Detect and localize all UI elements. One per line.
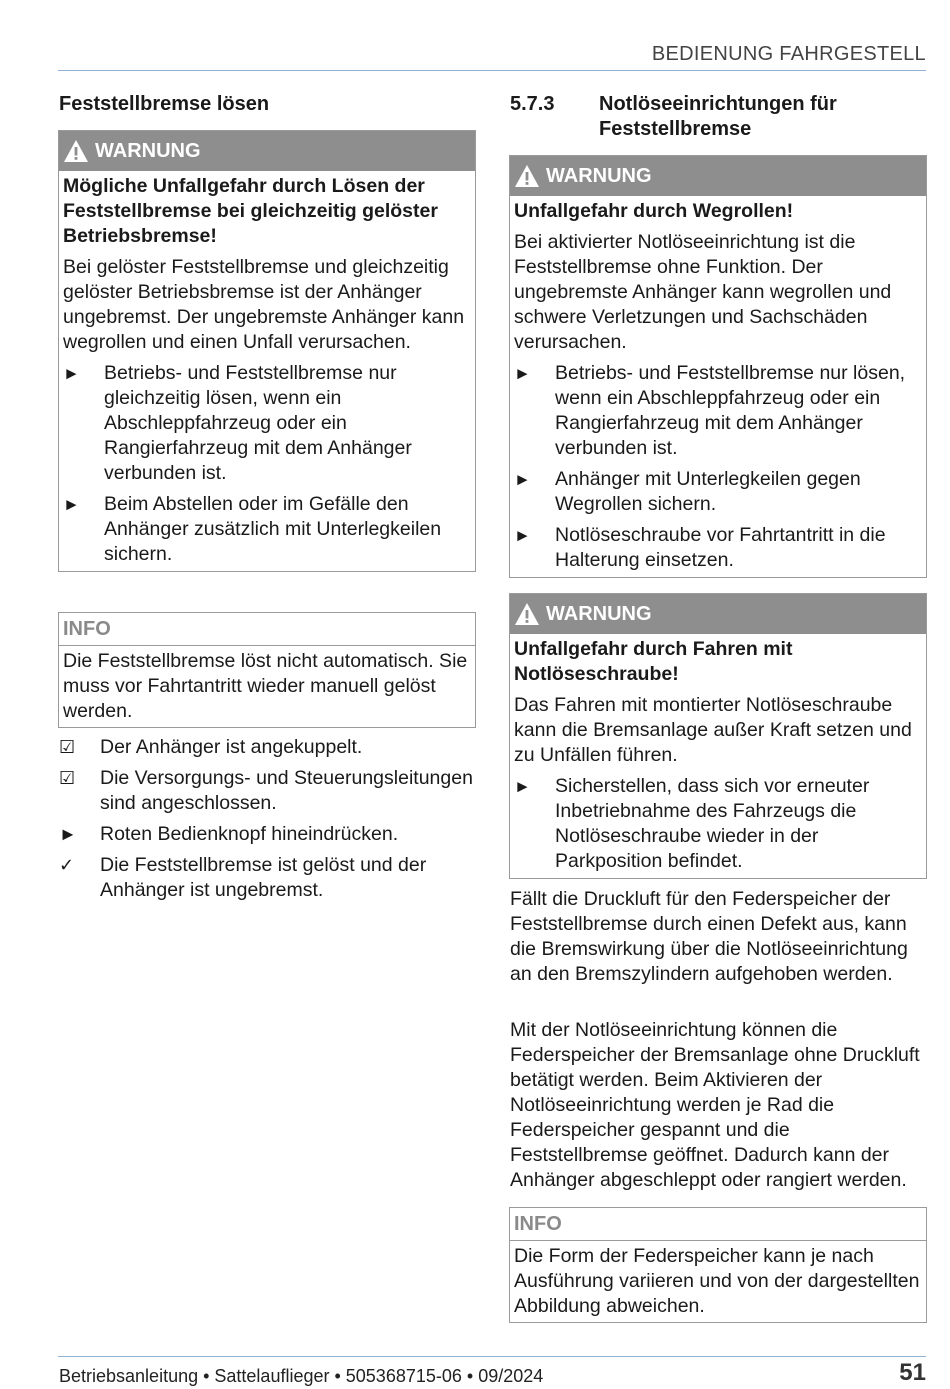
step-item	[59, 766, 475, 816]
step-item	[59, 822, 475, 847]
section-number: 5.7.3	[510, 93, 555, 115]
step-text: Der Anhänger ist angekuppelt.	[100, 736, 363, 758]
warning-header	[59, 131, 475, 171]
warning-text: Bei gelöster Feststellbremse und gleichzeitig gelöster Betriebsbremse ist der Anhänger ungebremst. Der ungebremste Anhänger kann wegrollen und einen Unfall verursachen.	[63, 256, 465, 353]
warning-bullet	[514, 467, 921, 517]
header-rule	[58, 70, 926, 71]
warning-label: WARNUNG	[546, 603, 652, 625]
info-label: INFO	[510, 1208, 926, 1241]
warning-title: Unfallgefahr durch Wegrollen!	[514, 200, 794, 222]
warning-box-left	[58, 130, 476, 572]
section-heading-left: Feststellbremse lösen	[59, 93, 270, 115]
info-box-right	[509, 1207, 927, 1323]
warning-bullet	[514, 523, 921, 573]
checkbox-checked-icon: ☑	[59, 737, 76, 757]
warning-box-right-2	[509, 593, 927, 879]
info-text: Die Feststellbremse löst nicht automatisch. Sie muss vor Fahrtantritt wieder manuell gelöst werden.	[63, 650, 468, 722]
footer-rule	[58, 1356, 926, 1357]
warning-bullet-text: Betriebs- und Feststellbremse nur gleichzeitig lösen, wenn ein Abschleppfahrzeug oder ein Rangierfahrzeug mit dem Anhänger verbunden ist.	[104, 362, 412, 484]
warning-bullet-text: Notlöseschraube vor Fahrtantritt in die Halterung einsetzen.	[555, 524, 886, 571]
warning-bullet-text: Betriebs- und Feststellbremse nur lösen, wenn ein Abschleppfahrzeug oder ein Rangierfahrzeug mit dem Anhänger verbunden ist.	[555, 362, 906, 459]
warning-bullet-text: Beim Abstellen oder im Gefälle den Anhänger zusätzlich mit Unterlegkeilen sichern.	[104, 493, 442, 565]
warning-title: Unfallgefahr durch Fahren mit Notlöseschraube!	[514, 638, 793, 685]
info-box-left	[58, 612, 476, 728]
checkmark-icon: ✓	[59, 855, 75, 875]
warning-bullet-text: Sicherstellen, dass sich vor erneuter Inbetriebnahme des Fahrzeugs die Notlöseschraube wieder in der Parkposition befindet.	[555, 775, 870, 872]
warning-box-right-1	[509, 155, 927, 578]
info-text: Die Form der Federspeicher kann je nach Ausführung variieren und von der dargestellten Abbildung abweichen.	[514, 1245, 920, 1317]
section-heading-right	[510, 92, 928, 142]
arrow-right-icon: ►	[514, 526, 531, 545]
warning-header	[510, 156, 926, 196]
warning-bullet	[63, 492, 470, 567]
step-text: Die Versorgungs- und Steuerungsleitungen sind angeschlossen.	[100, 767, 473, 814]
arrow-right-icon: ►	[514, 470, 531, 489]
arrow-right-icon: ►	[514, 777, 531, 796]
warning-label: WARNUNG	[95, 140, 201, 162]
info-label: INFO	[59, 613, 475, 646]
warning-bullet-text: Anhänger mit Unterlegkeilen gegen Wegrollen sichern.	[555, 468, 861, 515]
warning-triangle-icon	[514, 602, 540, 626]
step-list	[59, 735, 475, 909]
step-text: Roten Bedienknopf hineindrücken.	[100, 823, 399, 845]
footer-text: Betriebsanleitung • Sattelauflieger • 505368715-06 • 09/2024	[59, 1366, 544, 1386]
arrow-right-icon: ►	[63, 364, 80, 383]
warning-header	[510, 594, 926, 634]
running-header: BEDIENUNG FAHRGESTELL	[651, 43, 926, 65]
page-number: 51	[899, 1359, 926, 1386]
arrow-right-icon: ►	[59, 824, 77, 844]
warning-bullet	[63, 361, 470, 486]
warning-title: Mögliche Unfallgefahr durch Lösen der Feststellbremse bei gleichzeitig gelöster Betriebsbremse!	[63, 175, 438, 247]
warning-bullet	[514, 361, 921, 461]
step-text: Die Feststellbremse ist gelöst und der Anhänger ist ungebremst.	[100, 854, 427, 901]
step-item	[59, 735, 475, 760]
arrow-right-icon: ►	[514, 364, 531, 383]
section-title: Notlöseeinrichtungen für Feststellbremse	[599, 93, 837, 140]
warning-text: Bei aktivierter Notlöseeinrichtung ist die Feststellbremse ohne Funktion. Der ungebremste Anhänger kann wegrollen und schwere Verletzungen und Sachschäden verursachen.	[514, 231, 892, 353]
warning-body	[510, 196, 926, 577]
warning-body	[59, 171, 475, 571]
warning-body	[510, 634, 926, 878]
body-paragraph: Fällt die Druckluft für den Federspeicher der Feststellbremse durch einen Defekt aus, kann die Bremswirkung über die Notlöseeinrichtung an den Bremszylindern aufgehoben werden.	[510, 888, 908, 985]
warning-triangle-icon	[63, 139, 89, 163]
step-item	[59, 853, 475, 903]
arrow-right-icon: ►	[63, 495, 80, 514]
warning-bullet	[514, 774, 921, 874]
warning-text: Das Fahren mit montierter Notlöseschraube kann die Bremsanlage außer Kraft setzen und zu Unfällen führen.	[514, 694, 912, 766]
warning-label: WARNUNG	[546, 165, 652, 187]
checkbox-checked-icon: ☑	[59, 768, 76, 788]
warning-triangle-icon	[514, 164, 540, 188]
body-paragraph: Mit der Notlöseeinrichtung können die Federspeicher der Bremsanlage ohne Druckluft betätigt werden. Beim Aktivieren der Notlöseeinrichtung werden je Rad die Federspeicher gespannt und die Feststellbremse geöffnet. Dadurch kann der Anhänger abgeschleppt oder rangiert werden.	[510, 1019, 920, 1191]
